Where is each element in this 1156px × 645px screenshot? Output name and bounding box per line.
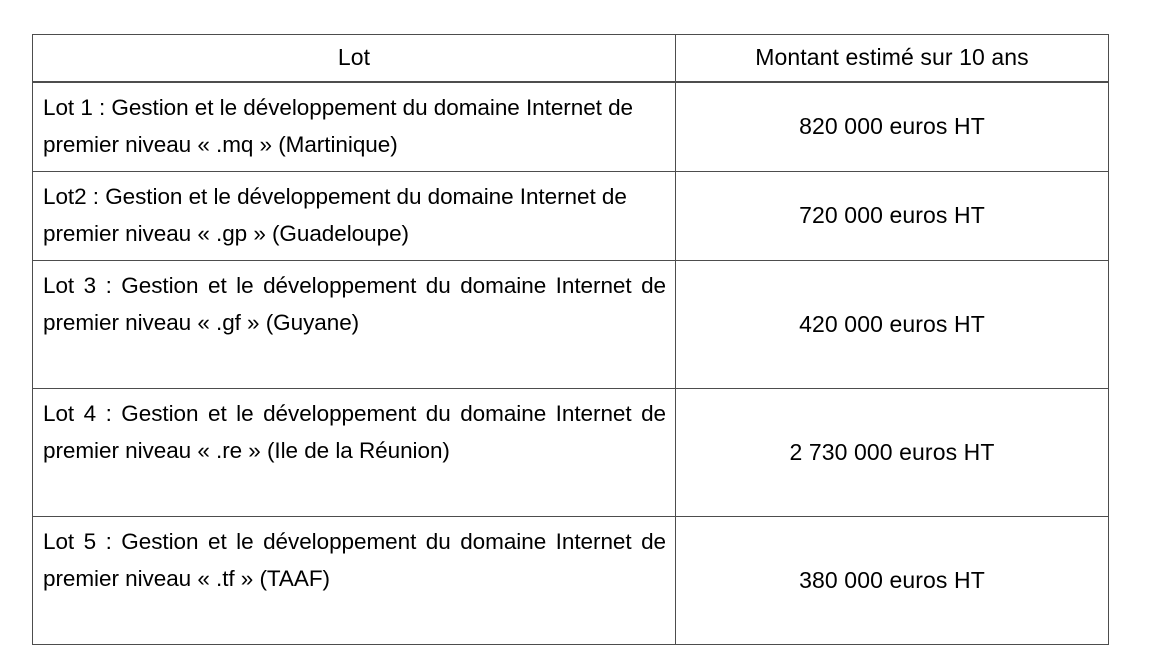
lot-description-cell: Lot 5 : Gestion et le développement du domaine Internet de premier niveau « .tf » (TAAF) [33,517,676,645]
table-body [33,82,1109,645]
table-row [33,517,1109,645]
lot-description-cell: Lot 4 : Gestion et le développement du domaine Internet de premier niveau « .re » (Ile de la Réunion) [33,389,676,517]
table-row [33,172,1109,261]
lot-description-cell: Lot 3 : Gestion et le développement du domaine Internet de premier niveau « .gf » (Guyane) [33,261,676,389]
lot-amount-cell: 420 000 euros HT [676,261,1109,389]
column-header-amount: Montant estimé sur 10 ans [676,35,1109,83]
lot-amount-cell: 720 000 euros HT [676,172,1109,261]
column-header-lot: Lot [33,35,676,83]
table-row [33,82,1109,172]
lot-description-cell: Lot2 : Gestion et le développement du domaine Internet de premier niveau « .gp » (Guadeloupe) [33,172,676,261]
header-row [33,35,1109,83]
lot-amount-cell: 380 000 euros HT [676,517,1109,645]
lot-amount-cell: 820 000 euros HT [676,82,1109,172]
lot-amount-cell: 2 730 000 euros HT [676,389,1109,517]
lots-table [32,34,1109,645]
lot-description-cell: Lot 1 : Gestion et le développement du domaine Internet de premier niveau « .mq » (Martinique) [33,82,676,172]
table-header [33,35,1109,83]
table-row [33,261,1109,389]
table-row [33,389,1109,517]
